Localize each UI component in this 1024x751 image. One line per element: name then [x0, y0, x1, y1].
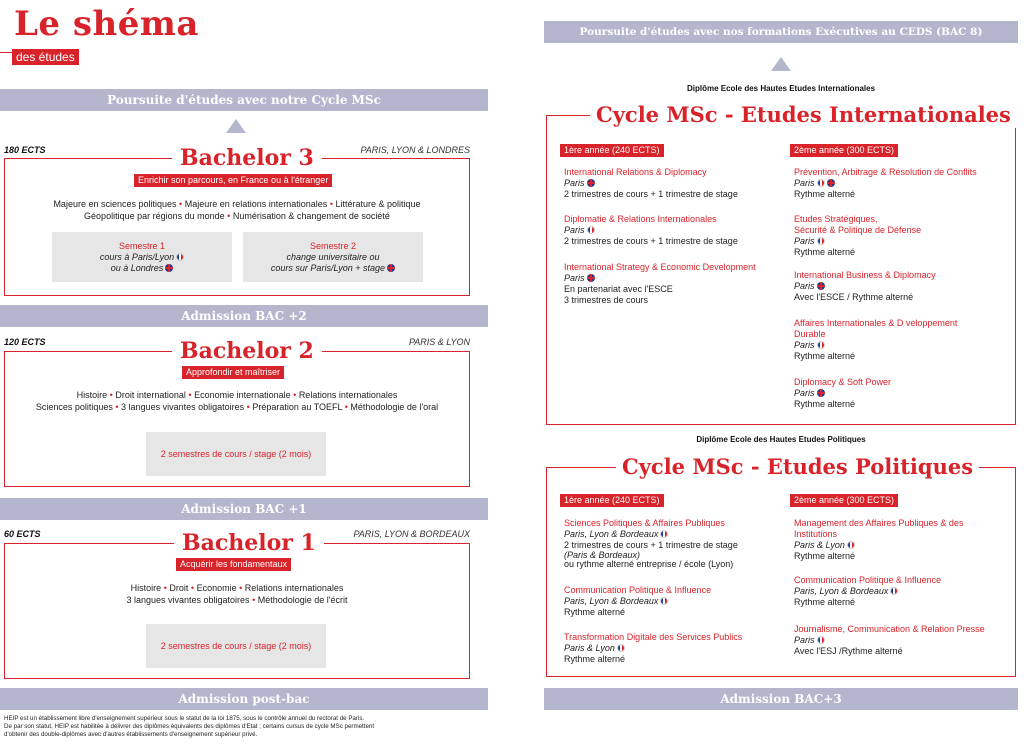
- program-card: [564, 167, 784, 200]
- program-campus: Paris: [794, 635, 815, 645]
- program-campus: Paris & Lyon: [564, 643, 615, 653]
- banner-admission-bac3: Admission BAC+3: [544, 688, 1018, 710]
- desc-item: Economie internationale: [194, 390, 291, 400]
- campus-label-b2: PARIS & LYON: [408, 337, 470, 347]
- campus-label-b3: PARIS, LYON & LONDRES: [360, 145, 470, 155]
- program-card: [794, 270, 1014, 303]
- desc-item: Economie: [196, 583, 237, 593]
- desc-item: Droit: [169, 583, 189, 593]
- program-name: International Strategy & Economic Development: [564, 262, 756, 272]
- bachelor1-description: Histoire • Droit • Economie • Relations internationales 3 langues vivantes obligatoires • Méthodologie de l'écrit: [126, 583, 348, 605]
- france-flag-icon: [660, 597, 668, 605]
- desc-item: Droit international: [115, 390, 186, 400]
- cycle-intl-title: Cycle MSc - Etudes Internationales: [590, 102, 1017, 128]
- desc-item: Méthodologie de l'oral: [350, 402, 439, 412]
- program-campus: Paris: [794, 281, 815, 291]
- program-campus: Paris: [794, 340, 815, 350]
- bachelor1-tag: Acquérir les fondamentaux: [176, 558, 291, 571]
- program-name: Diplomatie & Relations Internationales: [564, 214, 717, 224]
- france-flag-icon: [660, 530, 668, 538]
- france-flag-icon: [617, 644, 625, 652]
- program-detail: Rythme alterné: [564, 607, 626, 617]
- program-name: Sécurité & Politique de Défense: [794, 225, 922, 235]
- program-card: [564, 262, 784, 306]
- france-flag-icon: [817, 636, 825, 644]
- arrow-up-icon: [771, 57, 791, 71]
- program-card: [794, 214, 1014, 258]
- france-flag-icon: [890, 587, 898, 595]
- semester1-line: ou à Londres: [110, 262, 164, 273]
- desc-item: 3 langues vivantes obligatoires: [121, 402, 245, 412]
- semester2-line: change universitaire ou: [286, 251, 380, 262]
- footnote-line: De par son statut, HEIP est habilitée à délivrer des diplômes équivalents des diplômes d'Etat ; certains cursus de cycle MSc permettent: [4, 723, 375, 730]
- program-name: Institutions: [794, 529, 838, 539]
- program-card: [794, 318, 1014, 362]
- france-flag-icon: [587, 226, 595, 234]
- program-detail: (Paris & Bordeaux): [564, 550, 641, 560]
- uk-flag-icon: [817, 282, 825, 290]
- france-flag-icon: [847, 541, 855, 549]
- bachelor2-title: Bachelor 2: [172, 338, 322, 364]
- banner-admission-bac1: Admission BAC +1: [0, 498, 488, 520]
- uk-flag-icon: [827, 179, 835, 187]
- diploma-pol-label: Diplôme Ecole des Hautes Etudes Politiques: [696, 435, 866, 444]
- program-name: Diplomacy & Soft Power: [794, 377, 892, 387]
- program-detail: Rythme alterné: [794, 551, 856, 561]
- program-detail: Rythme alterné: [794, 597, 856, 607]
- intl-year1-tag: 1ère année (240 ECTS): [560, 144, 664, 157]
- banner-executive-ceds: Poursuite d'études avec nos formations Exécutives au CEDS (BAC 8): [544, 21, 1018, 43]
- program-card: [564, 214, 784, 247]
- program-card: [794, 167, 1014, 200]
- program-name: International Business & Diplomacy: [794, 270, 936, 280]
- program-campus: Paris: [564, 225, 585, 235]
- bachelor1-title: Bachelor 1: [174, 530, 324, 556]
- program-name: Affaires Internationales & D veloppement: [794, 318, 958, 328]
- desc-item: Histoire: [130, 583, 162, 593]
- program-card: [564, 585, 784, 618]
- ects-label-b3: 180 ECTS: [4, 145, 46, 155]
- program-detail: Rythme alterné: [564, 654, 626, 664]
- desc-item: Relations internationales: [244, 583, 344, 593]
- program-name: Journalisme, Communication & Relation Presse: [794, 624, 985, 634]
- program-campus: Paris, Lyon & Bordeaux: [564, 596, 659, 606]
- program-name: Transformation Digitale des Services Publics: [564, 632, 743, 642]
- ects-label-b1: 60 ECTS: [4, 529, 41, 539]
- program-campus: Paris: [794, 388, 815, 398]
- program-card: [564, 632, 784, 665]
- program-card: [794, 377, 1014, 410]
- program-campus: Paris: [794, 178, 815, 188]
- desc-item: Numérisation & changement de société: [232, 211, 390, 221]
- program-name: International Relations & Diplomacy: [564, 167, 707, 177]
- program-campus: Paris: [564, 273, 585, 283]
- desc-item: Majeure en sciences politiques: [53, 199, 177, 209]
- semester2-line: cours sur Paris/Lyon + stage: [270, 262, 386, 273]
- footnote-line: HEIP est un établissement libre d'enseignement supérieur sous le statut de la loi 1875, sous le contrôle annuel du rectorat de Paris.: [4, 715, 365, 722]
- program-campus: Paris: [564, 178, 585, 188]
- program-campus: Paris & Lyon: [794, 540, 845, 550]
- desc-item: Littérature & politique: [335, 199, 421, 209]
- program-card: [794, 575, 1014, 608]
- pol-year1-tag: 1ère année (240 ECTS): [560, 494, 664, 507]
- semester2-title: Semestre 2: [309, 240, 357, 251]
- semester1-title: Semestre 1: [118, 240, 166, 251]
- desc-item: Méthodologie de l'écrit: [257, 595, 348, 605]
- program-card: [564, 518, 784, 569]
- france-flag-icon: [817, 341, 825, 349]
- france-flag-icon: [817, 237, 825, 245]
- program-name: Prévention, Arbitrage & Résolution de Conflits: [794, 167, 977, 177]
- program-detail: ou rythme alterné entreprise / école (Lyon): [564, 559, 734, 569]
- program-card: [794, 624, 1014, 657]
- bachelor3-tag: Enrichir son parcours, en France ou à l'étranger: [134, 174, 332, 187]
- program-detail: 2 trimestres de cours + 1 trimestre de stage: [564, 236, 738, 246]
- uk-flag-icon: [387, 264, 395, 272]
- program-detail: Rythme alterné: [794, 189, 856, 199]
- program-detail: Rythme alterné: [794, 247, 856, 257]
- program-detail: Rythme alterné: [794, 351, 856, 361]
- program-detail: 2 trimestres de cours + 1 trimestre de stage: [564, 189, 738, 199]
- bachelor3-title: Bachelor 3: [172, 145, 322, 171]
- desc-item: 3 langues vivantes obligatoires: [126, 595, 250, 605]
- program-name: Management des Affaires Publiques & des: [794, 518, 964, 528]
- program-detail: Rythme alterné: [794, 399, 856, 409]
- desc-item: Sciences politiques: [35, 402, 113, 412]
- pol-year2-tag: 2ème année (300 ECTS): [790, 494, 898, 507]
- program-name: Etudes Stratégiques,: [794, 214, 878, 224]
- uk-flag-icon: [587, 274, 595, 282]
- desc-item: Géopolitique par régions du monde: [84, 211, 225, 221]
- desc-item: Majeure en relations internationales: [184, 199, 328, 209]
- cycle-pol-title: Cycle MSc - Etudes Politiques: [616, 454, 979, 480]
- bachelor2-tag: Approfondir et maîtriser: [182, 366, 284, 379]
- semester1-box: [52, 232, 232, 282]
- france-flag-icon: [176, 253, 184, 261]
- program-detail: Avec l'ESJ /Rythme alterné: [794, 646, 903, 656]
- bachelor2-description: Histoire • Droit international • Economie internationale • Relations internationales Sciences politiques • 3 langues vivantes obligatoires • Préparation au TOEFL • Méthodologie de l'oral: [35, 390, 439, 412]
- title-divider: [0, 52, 12, 53]
- uk-flag-icon: [587, 179, 595, 187]
- bachelor2-schedule-box: 2 semestres de cours / stage (2 mois): [146, 432, 326, 476]
- page-title: Le shéma: [14, 4, 199, 44]
- intl-year2-tag: 2ème année (300 ECTS): [790, 144, 898, 157]
- desc-item: Histoire: [76, 390, 108, 400]
- arrow-up-icon: [226, 119, 246, 133]
- program-name: Communication Politique & Influence: [794, 575, 942, 585]
- desc-item: Préparation au TOEFL: [252, 402, 343, 412]
- page-subtitle: des études: [12, 49, 79, 65]
- program-campus: Paris, Lyon & Bordeaux: [564, 529, 659, 539]
- footnote: [4, 715, 504, 739]
- campus-label-b1: PARIS, LYON & BORDEAUX: [353, 529, 470, 539]
- semester1-line: cours à Paris/Lyon: [99, 251, 175, 262]
- uk-flag-icon: [817, 389, 825, 397]
- desc-item: Relations internationales: [298, 390, 398, 400]
- program-detail: 2 trimestres de cours + 1 trimestre de stage: [564, 540, 738, 550]
- semester2-box: [243, 232, 423, 282]
- program-detail: En partenariat avec l'ESCE: [564, 284, 673, 294]
- program-detail: 3 trimestres de cours: [564, 295, 649, 305]
- uk-flag-icon: [165, 264, 173, 272]
- bachelor1-schedule-box: 2 semestres de cours / stage (2 mois): [146, 624, 326, 668]
- program-name: Communication Politique & Influence: [564, 585, 712, 595]
- diploma-intl-label: Diplôme Ecole des Hautes Etudes Internationales: [686, 84, 876, 93]
- program-name: Durable: [794, 329, 826, 339]
- program-campus: Paris, Lyon & Bordeaux: [794, 586, 889, 596]
- banner-admission-postbac: Admission post-bac: [0, 688, 488, 710]
- ects-label-b2: 120 ECTS: [4, 337, 46, 347]
- program-campus: Paris: [794, 236, 815, 246]
- program-card: [794, 518, 1014, 562]
- program-name: Sciences Politiques & Affaires Publiques: [564, 518, 725, 528]
- program-detail: Avec l'ESCE / Rythme alterné: [794, 292, 914, 302]
- bachelor3-description: Majeure en sciences politiques • Majeure en relations internationales • Littérature & politique Géopolitique par régions du monde • Numérisation & changement de société: [53, 199, 421, 221]
- footnote-line: d'obtenir des double-diplômes avec d'autres établissements d'enseignement supérieur privé.: [4, 731, 258, 738]
- banner-msc-continuation: Poursuite d'études avec notre Cycle MSc: [0, 89, 488, 111]
- france-flag-icon: [817, 179, 825, 187]
- banner-admission-bac2: Admission BAC +2: [0, 305, 488, 327]
